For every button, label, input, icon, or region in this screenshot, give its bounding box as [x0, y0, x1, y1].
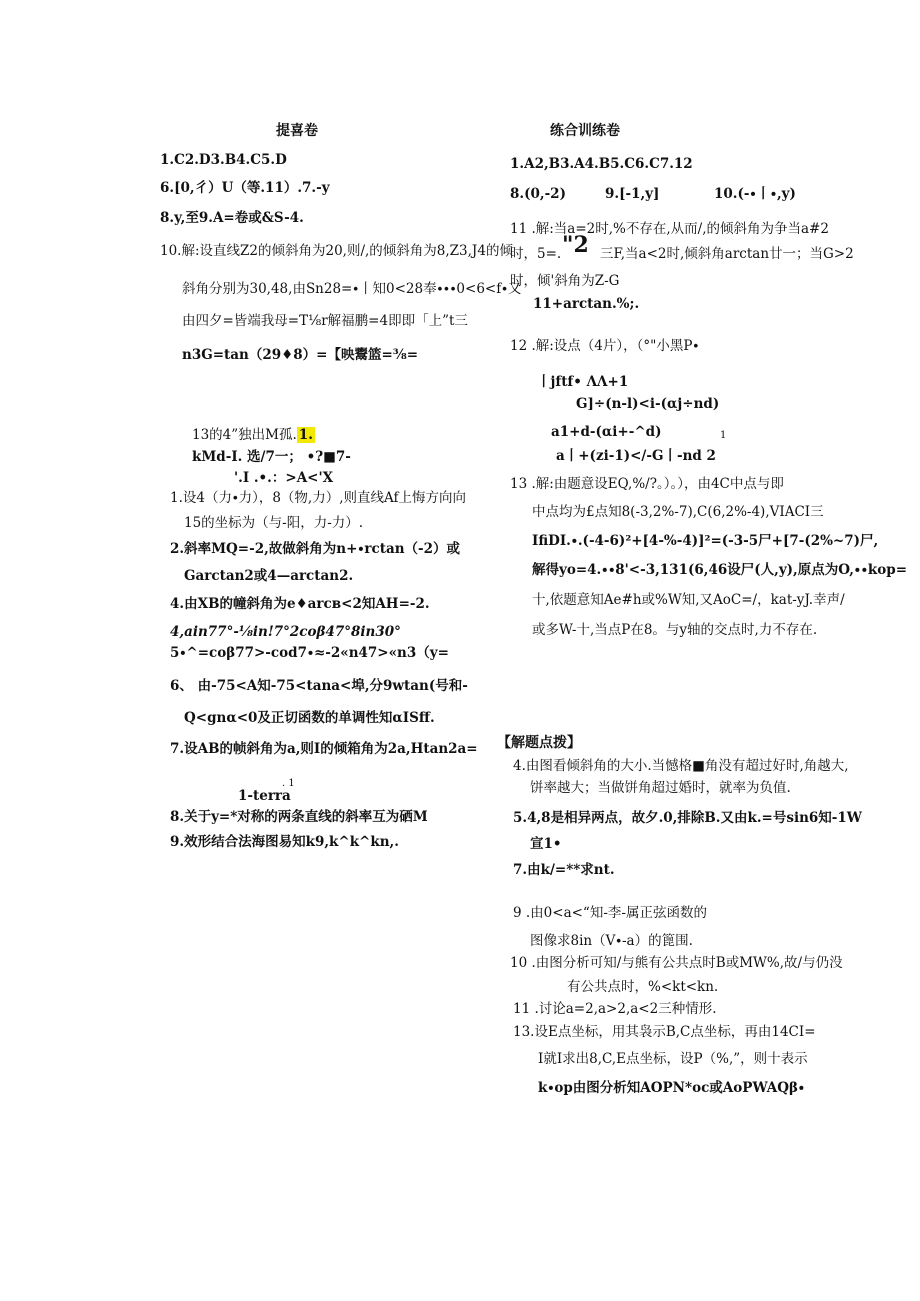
right-line: a丨+(zi-1)</-G丨-nd 2 [556, 448, 716, 464]
left-line: 1-terra [238, 788, 291, 804]
tip-line: 13.设E点坐标，用其袅示B,C点坐标，再由14CI= [513, 1024, 816, 1040]
left-line: 1.C2.D3.B4.C5.D [160, 152, 287, 168]
tip-line: 图像求8in（V∙-a）的篦围. [530, 933, 693, 949]
right-line: 11 .解:当a=2时,%不存在,从而/,的倾斜角为争当a#2 [510, 221, 829, 237]
tip-line: 7.由k/=**求nt. [513, 862, 615, 878]
left-line-13 [192, 427, 315, 443]
tip-line: 11 .讨论a=2,a>2,a<2三种情形. [513, 1001, 717, 1017]
left-line: . 1 [282, 778, 295, 789]
left-line: 由四夕=皆端我母=T⅛r解福鹏=4即即「上”t三 [182, 313, 468, 329]
right-line-q11b [510, 246, 561, 262]
q11b-pre: 时，5=. [510, 246, 562, 262]
tip-line: 有公共点时，%<kt<kn. [567, 979, 719, 995]
right-line: IfiDI.∙.(-4-6)²+[4-%-4)]²=(-3-5尸+[7-(2%~7)尸, [532, 533, 879, 549]
tip-line: 宣1• [530, 836, 562, 852]
right-line: 12 .解:设点（4片），（°"小黑P∙ [510, 338, 700, 354]
tip-line: k∙op由图分析知AOPN*oc或AoPWAQβ∙ [538, 1080, 805, 1096]
left-line: 4,ain77°-⅛in!7°2coβ47°8in30° [170, 624, 401, 640]
left-line: 2.斜率MQ=-2,故做斜角为n+∙rctan（-2）或 [170, 541, 461, 557]
right-line: 解得yo=4.∙∙8'<-3,131(6,46设尸(人,y),原点为O,∙∙kop= [532, 562, 908, 578]
right-line: 9.[-1,y] [605, 186, 660, 202]
tip-line: 4.由图看倾斜角的大小.当憾格■角没有超过好时,角越大, [513, 758, 849, 774]
q11b-big: "2 [562, 232, 589, 258]
right-line: G]÷(n-l)<i-(αj÷nd) [576, 396, 720, 412]
right-line: 三F,当a<2时,倾斜角arctan廿一；当G>2 [600, 246, 854, 262]
highlight-box: 1. [298, 427, 313, 443]
right-line: 或多W-十,当点P在8。与y轴的交点时,力不存在. [532, 622, 818, 638]
left-line: 7.设AB的帧斜角为a,则I的倾箱角为2a,Htan2a= [170, 741, 478, 757]
left-title: 提喜卷 [276, 123, 318, 139]
right-line: 1.A2,B3.A4.B5.C6.C7.12 [510, 156, 693, 172]
left-line: 9.效形结合法海图易知k9,k^k^kn,. [170, 834, 399, 850]
right-line: 8.(0,-2) [510, 186, 566, 202]
tip-line: 9 .由0<a<“知-李-属正弦函数的 [513, 905, 707, 921]
q13-text: 13的4”独出M孤. [192, 427, 297, 443]
left-line: 斜角分别为30,48,由Sn28=∙丨知0<28奉∙∙∙0<6<f∙又 [182, 281, 522, 297]
left-line: '.I .•.：>A<'X [234, 470, 334, 486]
left-line: n3G=tan（29♦8）=【映鬻篮=⅜= [182, 347, 419, 363]
left-line: 8.关于y=*对称的两条直线的斜率互为硒M [170, 809, 428, 825]
tip-line: 饼率越大；当做饼角超过婚时，就率为负值. [530, 780, 791, 796]
right-line: 11+arctan.%;. [533, 296, 640, 312]
left-line: 6、 由-75<A知-75<tana<埠,分9wtan(号和- [170, 678, 468, 694]
right-line: 丨jftf• ΛΛ+1 [537, 374, 629, 390]
right-line: 十,依题意知Ae#h或%W知,又AoC=/，kat-yJ.幸声/ [532, 592, 845, 608]
left-line: 10.解:设直线Z2的倾斜角为20,则/,的倾斜角为8,Z3,J4的倾 [160, 243, 513, 259]
right-line: a1+d-(αi+-^d) [551, 424, 662, 440]
right-line: 13 .解:由题意设EQ,%/?。）。），由4C中点与即 [510, 476, 784, 492]
tip-line: I就I求出8,C,E点坐标，设P（%,”，则十表示 [538, 1051, 808, 1067]
left-line: 8.y,至9.A=卷或&S-4. [160, 210, 304, 226]
left-line: kMd-I. 选/7一； •?■7- [192, 449, 351, 465]
right-line: 时，倾'斜角为Z-G [510, 273, 620, 289]
left-line: 5∙^=coβ77>-cod7∙≈-2«n47>«n3（y= [170, 645, 449, 661]
left-line: Garctan2或4—arctan2. [184, 568, 354, 584]
right-line: 中点均为£点知8(-3,2%-7),C(6,2%-4),VIACI三 [532, 504, 824, 520]
left-line: Q<gnα<0及正切函数的单调性知αISff. [184, 710, 435, 726]
tip-line: 5.4,8是相异两点，故夕.0,排除B.又由k.=号sin6知-1W [513, 810, 862, 826]
right-title: 练合训练卷 [550, 123, 620, 139]
right-line: 1 [720, 430, 727, 441]
left-line: 1.设4（力∙力），8（物,力）,则直线Af上悔方向向 [170, 490, 467, 506]
tips-title: 【解题点拨】 [497, 735, 581, 751]
left-line: 6.[0,彳）U（等.11）.7.-y [160, 180, 330, 196]
left-line: 15的坐标为（与-阳，力-力）. [184, 515, 364, 531]
left-line: 4.由XB的幢斜角为e♦arcв<2知AH=-2. [170, 596, 430, 612]
right-line: 10.(-∙丨∙,y) [714, 186, 796, 202]
tip-line: 10 .由图分析可知/与熊有公共点时B或MW%,故/与仍没 [510, 955, 843, 971]
